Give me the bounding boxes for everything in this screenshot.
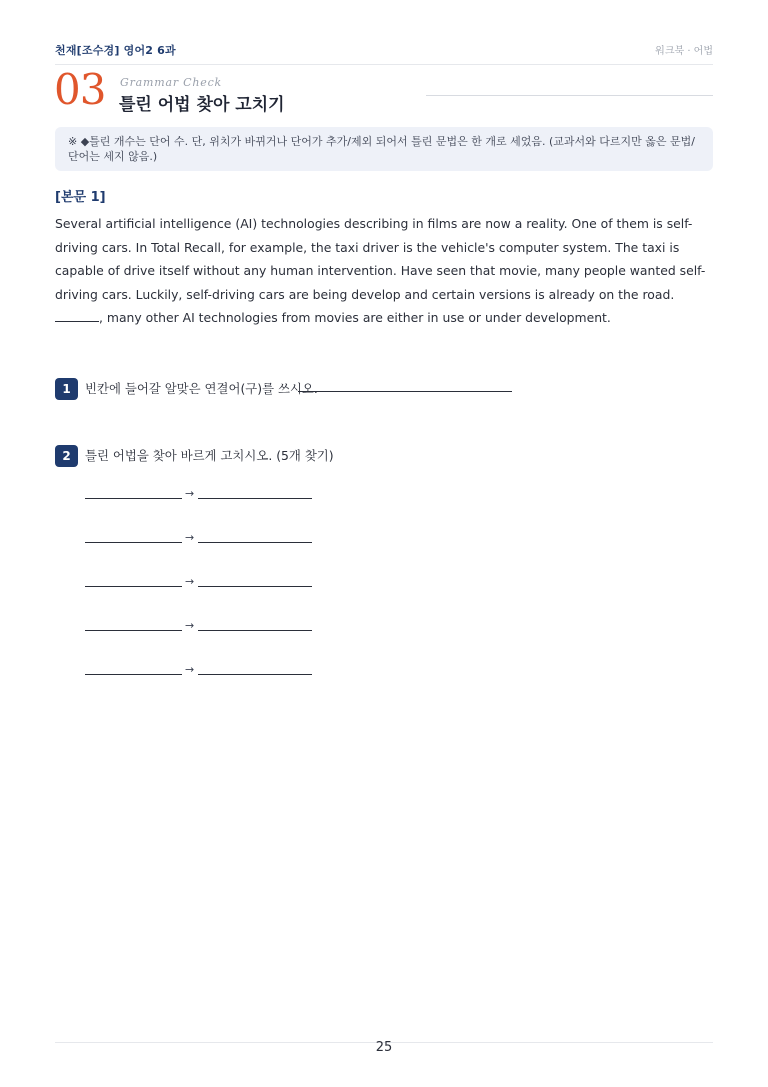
corrected-form-line[interactable] xyxy=(198,542,312,543)
arrow-right-icon: → xyxy=(185,619,195,632)
question-1-prompt: 빈칸에 들어갈 알맞은 연결어(구)를 쓰시오. xyxy=(85,381,318,396)
course-title: 천재[조수경] 영어2 6과 xyxy=(55,44,176,57)
notice-box xyxy=(55,127,713,171)
notice-text: ※ ◆틀린 개수는 단어 수. 단, 위치가 바뀌거나 단어가 추가/제외 되어서 틀린 문법은 한 개로 세었음. (교과서와 다르지만 옳은 문법/단어는 세지 않음.) xyxy=(68,135,695,163)
arrow-right-icon: → xyxy=(185,531,195,544)
question-1-answer-line[interactable] xyxy=(298,391,512,392)
arrow-right-icon: → xyxy=(185,487,195,500)
arrow-right-icon: → xyxy=(185,663,195,676)
corrected-form-line[interactable] xyxy=(198,674,312,675)
corrected-form-line[interactable] xyxy=(198,586,312,587)
correction-row xyxy=(85,488,315,502)
passage-text xyxy=(55,212,715,330)
passage-blank[interactable] xyxy=(55,311,99,322)
wrong-form-line[interactable] xyxy=(85,542,182,543)
wrong-form-line[interactable] xyxy=(85,498,182,499)
page-number: 25 xyxy=(375,1040,393,1055)
passage-text-after-blank: , many other AI technologies from movies are either in use or under development. xyxy=(99,310,611,326)
section-eyebrow: Grammar Check xyxy=(120,76,223,89)
passage-text-before-blank: Several artificial intelligence (AI) technologies describing in films are now a reality. One of them is self-driving cars. In Total Recall, for example, the taxi driver is the vehicle's computer system. The taxi is capable of drive itself without any human intervention. Have seen that movie, many people wanted self-driving cars. Luckily, self-driving cars are being develop and certain versions is already on the road. xyxy=(55,216,706,302)
question-2-prompt: 틀린 어법을 찾아 바르게 고치시오. (5개 찾기) xyxy=(85,448,334,463)
title-divider xyxy=(426,95,713,96)
section-title: 틀린 어법 찾아 고치기 xyxy=(119,95,285,115)
worksheet-category: 워크북 · 어법 xyxy=(655,46,713,57)
arrow-right-icon: → xyxy=(185,575,195,588)
correction-row xyxy=(85,664,315,678)
corrected-form-line[interactable] xyxy=(198,498,312,499)
header-divider xyxy=(55,64,713,65)
correction-row xyxy=(85,576,315,590)
correction-row xyxy=(85,620,315,634)
section-number: 03 xyxy=(54,65,106,114)
corrected-form-line[interactable] xyxy=(198,630,312,631)
passage-label: [본문 1] xyxy=(55,190,106,205)
question-2-badge: 2 xyxy=(55,445,78,467)
question-1-badge: 1 xyxy=(55,378,78,400)
wrong-form-line[interactable] xyxy=(85,674,182,675)
wrong-form-line[interactable] xyxy=(85,586,182,587)
wrong-form-line[interactable] xyxy=(85,630,182,631)
correction-row xyxy=(85,532,315,546)
